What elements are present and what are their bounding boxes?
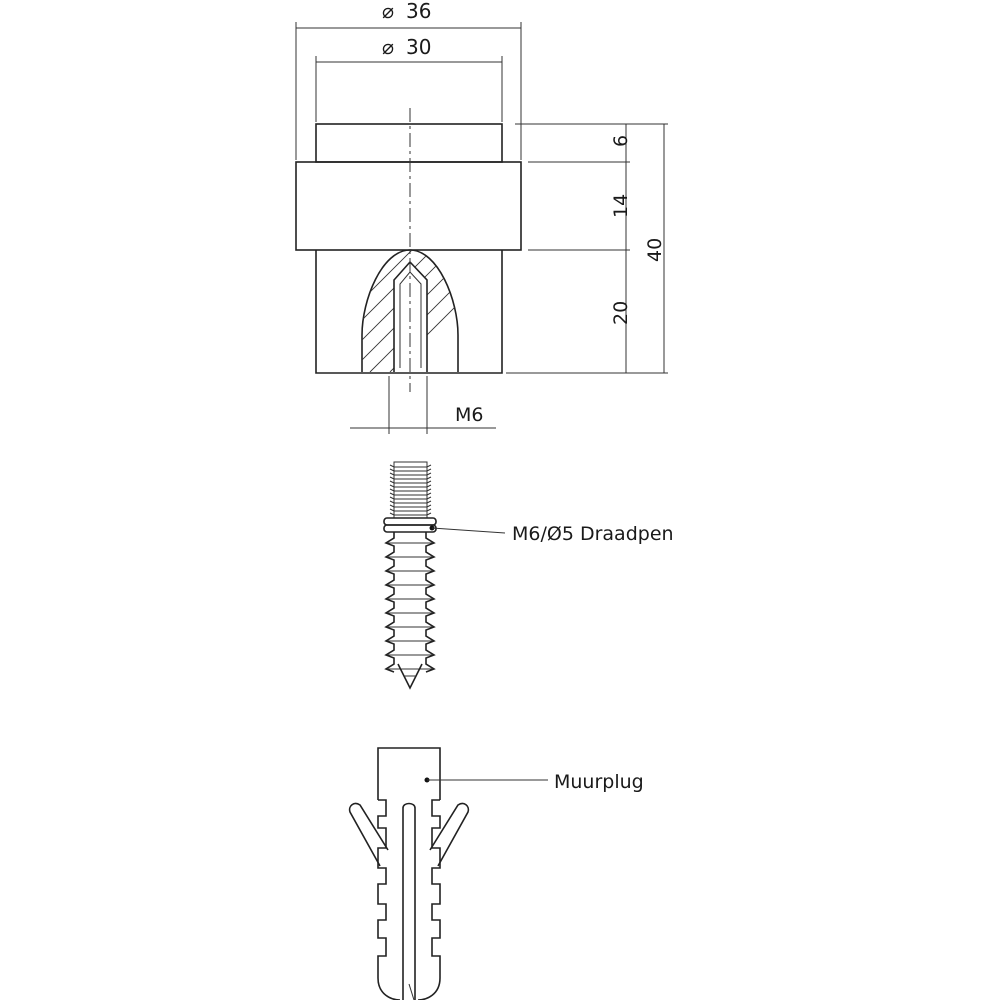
inner-diameter-symbol: ⌀: [382, 35, 395, 59]
machine-thread-ridge: [390, 473, 431, 475]
dimension-inner-diameter: [316, 35, 502, 122]
wood-thread-left-profile: [386, 532, 394, 672]
machine-thread-ridge: [390, 509, 431, 511]
machine-thread-ridge: [390, 489, 431, 491]
machine-thread-ridge: [390, 469, 431, 471]
plug-label: Muurplug: [554, 771, 644, 793]
machine-thread-ridge: [390, 485, 431, 487]
section-hatch: [270, 242, 520, 372]
door-stop-body: [270, 108, 521, 392]
machine-thread-ridge: [390, 505, 431, 507]
total-height: 40: [644, 237, 666, 262]
outer-diameter-symbol: ⌀: [382, 0, 395, 23]
wood-thread-right-profile: [426, 532, 434, 672]
plug-callout: [425, 771, 644, 793]
wall-plug-drawing: [350, 748, 469, 1000]
thread-label: M6: [455, 404, 484, 426]
screw-label: M6/Ø5 Draadpen: [512, 523, 674, 545]
dimension-heights: [506, 124, 668, 373]
machine-thread-ridge: [390, 477, 431, 479]
machine-thread-ridge: [390, 465, 431, 467]
screw-callout: [430, 523, 674, 545]
machine-thread-ridge: [390, 501, 431, 503]
inner-diameter-value: 30: [406, 35, 432, 59]
machine-thread-ridge: [390, 481, 431, 483]
dimension-thread: [350, 376, 496, 434]
outer-diameter-value: 36: [406, 0, 432, 23]
top-cap-height: 6: [610, 134, 632, 147]
machine-thread-ridge: [390, 497, 431, 499]
ring-height: 14: [610, 193, 632, 218]
dimension-outer-diameter: [296, 0, 521, 160]
machine-thread-ridge: [390, 513, 431, 515]
base-height: 20: [610, 300, 632, 325]
screw-drawing: [384, 462, 436, 688]
machine-thread-ridge: [390, 493, 431, 495]
